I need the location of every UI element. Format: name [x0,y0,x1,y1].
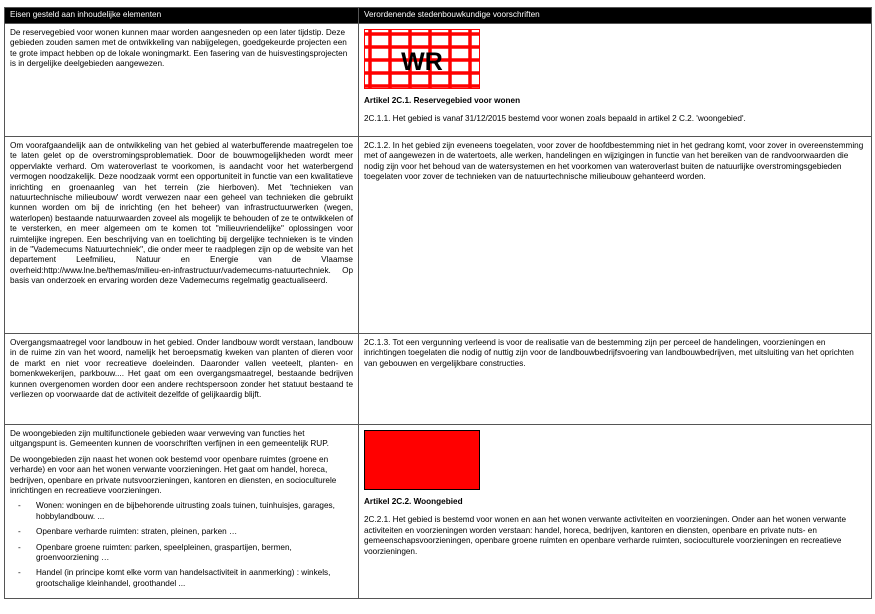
dash-bullet: - [18,542,21,552]
list-item: - Handel (in principe komt elke vorm van handelsactiviteit in aanmerking) : winkels, grootschalige kleinhandel, groothandel ... [18,568,331,588]
article-title: Artikel 2C.2. Woongebied [364,497,463,506]
regulation-cell [359,334,872,425]
article-title: Artikel 2C.1. Reservegebied voor wonen [364,96,521,105]
article-text: 2C.2.1. Het gebied is bestemd voor wonen en aan het wonen verwante activiteiten en voorzieningen. Onder aan het wonen verwante activiteiten en voorzieningen worden verstaan: handel, horeca, bedrijven, kantoren en diensten, openbare en private nuts- en gemeenschapsvoorzieningen, openbare groene ruimten en openbare verharde ruimten, socioculturele voorzieningen en recreatieve voorzieningen. [364,515,847,556]
header-regulations: Verordenende stedenbouwkundige voorschriften [359,8,872,24]
table-row [5,425,872,599]
requirement-text: Om voorafgaandelijk aan de ontwikkeling van het gebied al waterbufferende maatregelen toe te laten gelet op de overstromingsproblematiek. Door de bouwmogelijkheden wordt meer oppervlakte verhard. Om wateroverlast te voorkomen, is aandacht voor het waterbergend vermogen noodzakelijk. Deze noodzaak vormt een opportuniteit in functie van een kwalitatieve inrichting en groenaanleg van het terrein (zie hierboven). Met 'technieken van natuurtechnische milieubouw' wordt verwezen naar een geheel van technieken die gebruikt kunnen worden om bij de inrichting (en het beheer) van infrastructuurwerken (wegen, waterlopen) bestaande natuurwaarden zoveel als mogelijk te behouden of ze te ontwikkelen of te versterken, en meer algemeen om te komen tot "milieuvriendelijke" oplossingen voor ruimtelijke ingrepen. Een beschrijving van en toelichting bij dergelijke technieken is te vinden in de "Vademecums Natuurtechniek", die onder meer te raadplegen zijn op de website van het departement Leefmilieu, Natuur en Energie van de Vlaamse overheid:http://www.lne.be/themas/milieu-en-infrastructuur/vademecums-natuurtechniek. Op basis van onderzoek en ervaring worden deze Vademecums regelmatig geactualiseerd. [10,141,353,286]
regulations-table [4,7,872,599]
function-list [10,501,353,589]
regulation-cell [359,24,872,137]
requirement-text: De reservegebied voor wonen kunnen maar worden aangesneden op een later tijdstip. Deze gebieden zouden samen met de ontwikkeling van nabijgelegen, goedgekeurde projecten een te grote impact hebben op de lokale woningmarkt. Een fasering van de huisvestingsprojecten is in dergelijke deelgebieden aangewezen. [10,28,348,69]
requirement-cell [5,137,359,334]
table-row [5,137,872,334]
article-text: 2C.1.1. Het gebied is vanaf 31/12/2015 bestemd voor wonen zoals bepaald in artikel 2 C.2. 'woongebied'. [364,114,746,124]
requirement-cell [5,334,359,425]
header-requirements: Eisen gesteld aan inhoudelijke elementen [5,8,359,24]
list-item: - Openbare groene ruimten: parken, speelpleinen, graspartijen, bermen, groenvoorziening … [18,542,292,563]
legend-label: WR [401,48,443,76]
table-header-row [5,8,872,24]
article-text: 2C.1.2. In het gebied zijn eveneens toegelaten, voor zover de hoofdbestemming niet in het gedrang komt, voor zover in overeenstemming met of aangewezen in de watertoets, alle werken, handelingen en wijzigingen in functie van het bereiken van de randvoorwaarden die nodig zijn voor het behoud van de watersystemen en het voorkomen van wateroverlast buiten de natuurlijke overstromingsgebieden toegelaten voor zover de technieken van de natuurtechnische milieubouw gehanteerd worden. [364,141,864,182]
requirement-text: Overgangsmaatregel voor landbouw in het gebied. Onder landbouw wordt verstaan, landbouw in de ruime zin van het woord, namelijk het beroepsmatig kweken van planten of dieren voor de markt en niet voor recreatieve doeleinden. Daaronder vallen veeteelt, planten- en bomenkwekerijen, parkbouw.... Het gaat om een overgangsmaatregel, bestaande bedrijven kunnen overgenomen worden door een andere rechtspersoon zonder het statuut bestaand te verliezen op voorwaarde dat de activiteit dezelfde of gelijkaardig blijft. [10,338,353,400]
requirement-cell [5,24,359,137]
regulation-cell [359,137,872,334]
regulation-cell [359,425,872,599]
table-row [5,24,872,137]
list-item: - Wonen: woningen en de bijbehorende uitrusting zoals tuinen, tuinhuisjes, garages, hobbylandbouw. ... [18,501,335,521]
reserve-area-legend [364,29,480,89]
requirement-cell [5,425,359,599]
requirement-text: De woongebieden zijn naast het wonen ook bestemd voor openbare ruimtes (groene en verharde) en voor aan het wonen verwante voorzieningen. Het gaat om handel, horeca, bedrijven, openbare en private nutsvoorzieningen, kantoren en diensten, en socioculturele inrichtingen en recreatieve voorzieningen. [10,454,337,496]
dash-bullet: - [18,527,21,537]
residential-area-legend [364,430,480,490]
dash-bullet: - [18,568,21,578]
list-item: - Openbare verharde ruimten: straten, pleinen, parken … [18,527,238,537]
dash-bullet: - [18,501,21,511]
requirement-text: De woongebieden zijn multifunctionele gebieden waar verweving van functies het uitgangspunt is. Gemeenten kunnen de voorschriften verfijnen in een gemeentelijk RUP. [10,429,329,449]
article-text: 2C.1.3. Tot een vergunning verleend is voor de realisatie van de bestemming zijn per perceel de handelingen, voorzieningen en inrichtingen toegelaten die nodig of nuttig zijn voor de landbouwbedrijfsvoering van landbouwbedrijven, met uitsluiting van het oprichten van gebouwen en vergelijkbare constructies. [364,338,854,368]
table-row [5,334,872,425]
